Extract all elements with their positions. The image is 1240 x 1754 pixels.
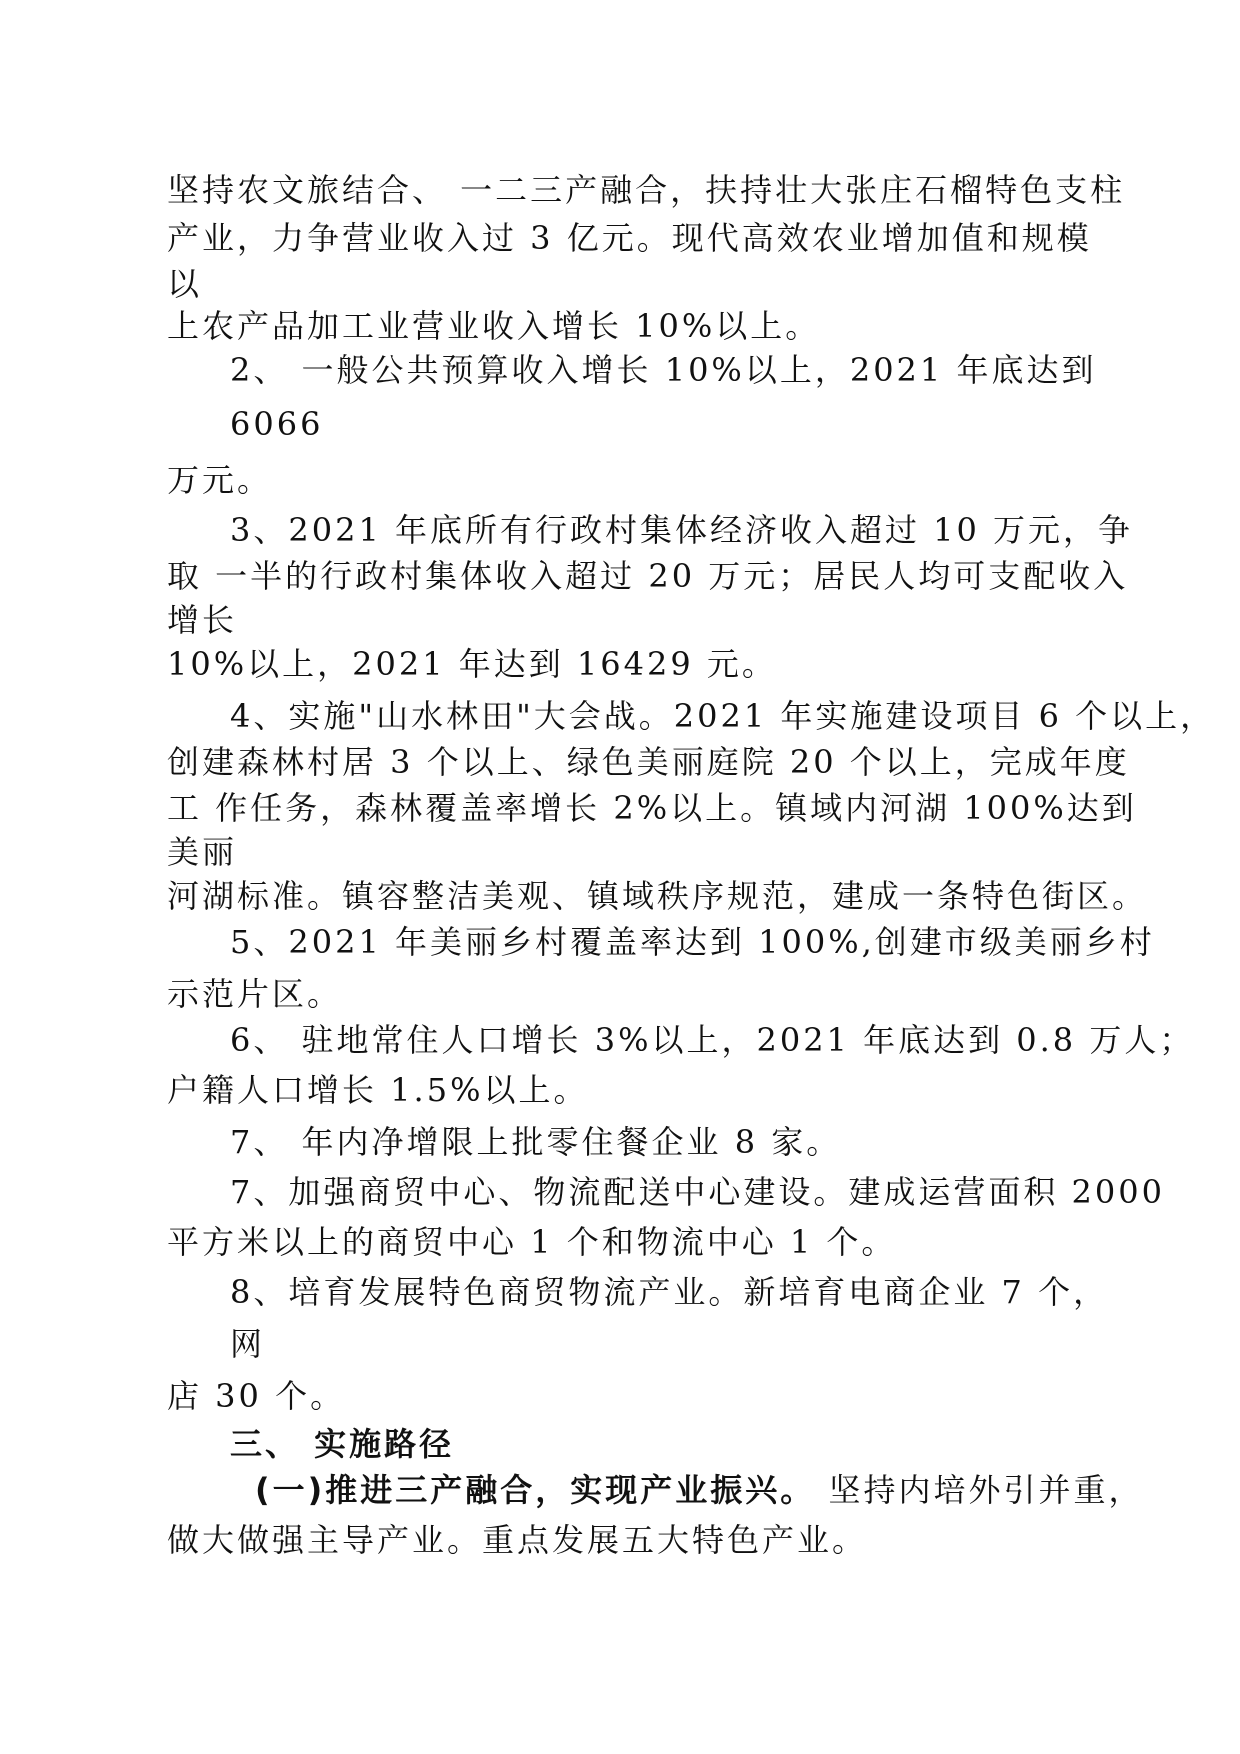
text-line: 平方米以上的商贸中心 1 个和物流中心 1 个。	[167, 1223, 897, 1261]
subsection-text: 坚持内培外引并重，	[815, 1471, 1144, 1509]
text-line: 户籍人口增长 1.5%以上。	[167, 1071, 589, 1109]
text-line: 产业，力争营业收入过 3 亿元。现代高效农业增加值和规模	[167, 219, 1092, 257]
text-line: 万元。	[167, 461, 273, 499]
text-line: 6、 驻地常住人口增长 3%以上，2021 年底达到 0.8 万人；	[230, 1021, 1195, 1059]
text-line: 10%以上，2021 年达到 16429 元。	[167, 645, 777, 683]
text-line: 坚持农文旅结合、 一二三产融合，扶持壮大张庄石榴特色支柱	[167, 171, 1126, 209]
subsection-heading: (一)推进三产融合，实现产业振兴。	[255, 1471, 816, 1509]
text-line: 以	[167, 265, 203, 303]
text-line: 上农产品加工业营业收入增长 10%以上。	[167, 307, 821, 345]
text-line: 取 一半的行政村集体收入超过 20 万元；居民人均可支配收入	[167, 557, 1129, 595]
text-line: 5、2021 年美丽乡村覆盖率达到 100%,创建市级美丽乡村	[230, 923, 1155, 961]
section-heading: 三、 实施路径	[230, 1425, 455, 1463]
text-line: 店 30 个。	[167, 1377, 346, 1415]
text-line: 7、加强商贸中心、物流配送中心建设。建成运营面积 2000	[230, 1173, 1165, 1211]
text-line: 8、培育发展特色商贸物流产业。新培育电商企业 7 个，	[230, 1273, 1109, 1311]
text-line: 4、实施"山水林田"大会战。2021 年实施建设项目 6 个以上，	[230, 697, 1216, 735]
text-line: 美丽	[167, 833, 238, 871]
text-line: 网	[230, 1325, 266, 1363]
text-line: 做大做强主导产业。重点发展五大特色产业。	[167, 1521, 868, 1559]
text-line: 增长	[167, 601, 238, 639]
text-line: 工 作任务，森林覆盖率增长 2%以上。镇域内河湖 100%达到	[167, 789, 1137, 827]
text-line: 创建森林村居 3 个以上、绿色美丽庭院 20 个以上，完成年度	[167, 743, 1130, 781]
text-line: 河湖标准。镇容整洁美观、镇域秩序规范，建成一条特色街区。	[167, 877, 1148, 915]
text-line: 7、 年内净增限上批零住餐企业 8 家。	[230, 1123, 842, 1161]
text-line: 6066	[230, 405, 324, 443]
text-line: 3、2021 年底所有行政村集体经济收入超过 10 万元，争	[230, 511, 1134, 549]
text-line: 2、 一般公共预算收入增长 10%以上，2021 年底达到	[230, 351, 1097, 389]
text-line: 示范片区。	[167, 975, 343, 1013]
subsection-paragraph	[255, 1470, 1143, 1510]
